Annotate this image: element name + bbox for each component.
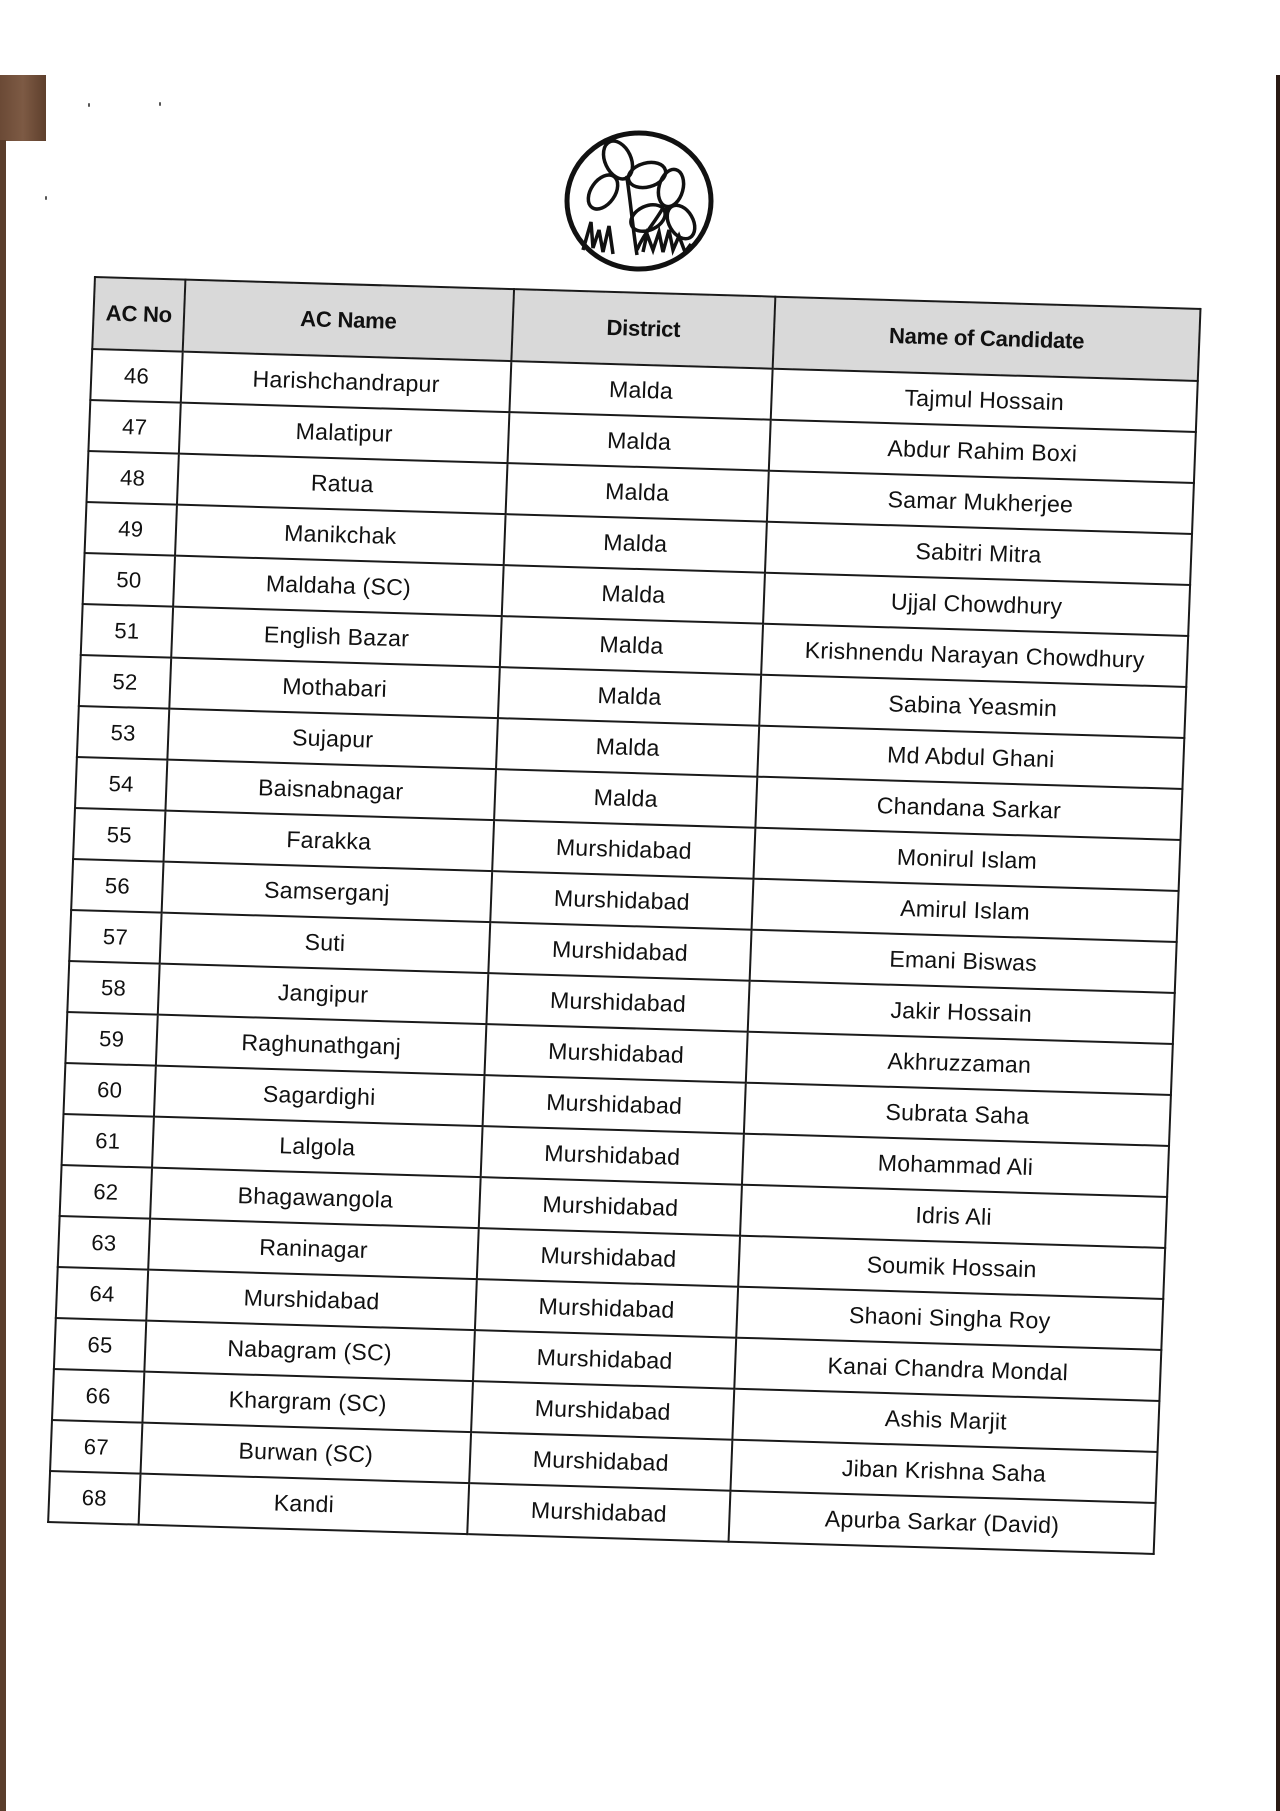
ac-name-cell: Suti xyxy=(160,913,491,973)
candidate-cell: Jakir Hossain xyxy=(748,981,1175,1044)
background-wood-surface xyxy=(0,75,46,141)
ac-name-cell: Lalgola xyxy=(152,1117,483,1177)
district-cell: Malda xyxy=(496,718,759,777)
candidate-list-table xyxy=(47,276,1201,1555)
ac-no-cell: 50 xyxy=(83,553,175,607)
ac-no-cell: 46 xyxy=(90,349,182,403)
ac-no-cell: 53 xyxy=(77,706,169,760)
ac-name-cell: Farakka xyxy=(164,811,495,871)
ac-no-cell: 57 xyxy=(69,910,161,964)
district-cell: Murshidabad xyxy=(471,1381,734,1440)
column-header-ac-no: AC No xyxy=(92,277,185,352)
district-cell: Murshidabad xyxy=(469,1432,732,1491)
paper-speck xyxy=(45,196,47,200)
ac-name-cell: Kandi xyxy=(139,1474,470,1534)
candidate-cell: Md Abdul Ghani xyxy=(757,726,1184,789)
ac-no-cell: 68 xyxy=(48,1471,140,1525)
district-cell: Malda xyxy=(500,616,763,675)
district-cell: Murshidabad xyxy=(490,871,753,930)
ac-name-cell: Burwan (SC) xyxy=(141,1423,472,1483)
district-cell: Murshidabad xyxy=(479,1177,742,1236)
candidate-cell: Monirul Islam xyxy=(753,828,1180,891)
ac-no-cell: 62 xyxy=(60,1165,152,1219)
candidate-cell: Abdur Rahim Boxi xyxy=(769,420,1196,483)
ac-name-cell: Malatipur xyxy=(179,403,510,463)
ac-no-cell: 47 xyxy=(88,400,180,454)
district-cell: Malda xyxy=(502,565,765,624)
candidate-cell: Idris Ali xyxy=(740,1185,1167,1248)
ac-no-cell: 52 xyxy=(79,655,171,709)
ac-no-cell: 58 xyxy=(67,961,159,1015)
ac-name-cell: Sagardighi xyxy=(154,1066,485,1126)
ac-no-cell: 64 xyxy=(56,1267,148,1321)
paper-speck xyxy=(159,102,161,106)
column-header-candidate-name: Name of Candidate xyxy=(773,297,1201,381)
candidate-cell: Samar Mukherjee xyxy=(767,471,1194,534)
ac-name-cell: Raghunathganj xyxy=(156,1015,487,1075)
background-wood-edge-right xyxy=(1276,75,1280,1811)
ac-name-cell: Nabagram (SC) xyxy=(144,1321,475,1381)
ac-no-cell: 55 xyxy=(73,808,165,862)
district-cell: Murshidabad xyxy=(467,1483,730,1542)
district-cell: Murshidabad xyxy=(484,1024,747,1083)
ac-name-cell: English Bazar xyxy=(171,607,502,667)
candidate-list-table-container xyxy=(47,276,1199,1555)
candidate-cell: Subrata Saha xyxy=(744,1083,1171,1146)
ac-name-cell: Harishchandrapur xyxy=(181,352,512,412)
ac-name-cell: Raninagar xyxy=(148,1219,479,1279)
district-cell: Malda xyxy=(498,667,761,726)
district-cell: Murshidabad xyxy=(492,820,755,879)
candidate-cell: Shaoni Singha Roy xyxy=(736,1287,1163,1350)
ac-no-cell: 48 xyxy=(87,451,179,505)
ac-no-cell: 49 xyxy=(85,502,177,556)
candidate-cell: Soumik Hossain xyxy=(738,1236,1165,1299)
district-cell: Malda xyxy=(494,769,757,828)
column-header-ac-name: AC Name xyxy=(183,280,514,361)
ac-name-cell: Baisnabnagar xyxy=(165,760,496,820)
district-cell: Murshidabad xyxy=(486,973,749,1032)
party-emblem-flowers-grass-icon xyxy=(563,130,715,272)
candidate-cell: Jiban Krishna Saha xyxy=(730,1440,1157,1503)
candidate-cell: Krishnendu Narayan Chowdhury xyxy=(761,624,1188,687)
ac-no-cell: 59 xyxy=(65,1012,157,1066)
district-cell: Murshidabad xyxy=(481,1126,744,1185)
ac-name-cell: Sujapur xyxy=(167,709,498,769)
ac-no-cell: 61 xyxy=(62,1114,154,1168)
candidate-cell: Mohammad Ali xyxy=(742,1134,1169,1197)
candidate-cell: Sabitri Mitra xyxy=(765,522,1192,585)
district-cell: Malda xyxy=(509,361,772,420)
candidate-cell: Ujjal Chowdhury xyxy=(763,573,1190,636)
district-cell: Malda xyxy=(506,463,769,522)
ac-name-cell: Murshidabad xyxy=(146,1270,477,1330)
ac-no-cell: 51 xyxy=(81,604,173,658)
district-cell: Malda xyxy=(504,514,767,573)
ac-name-cell: Samserganj xyxy=(162,862,493,922)
ac-no-cell: 63 xyxy=(58,1216,150,1270)
background-wood-edge-left xyxy=(0,140,6,1811)
ac-no-cell: 60 xyxy=(63,1063,155,1117)
district-cell: Murshidabad xyxy=(475,1279,738,1338)
ac-name-cell: Maldaha (SC) xyxy=(173,556,504,616)
paper-speck xyxy=(88,103,90,107)
district-cell: Malda xyxy=(508,412,771,471)
ac-name-cell: Khargram (SC) xyxy=(142,1372,473,1432)
ac-no-cell: 56 xyxy=(71,859,163,913)
candidate-cell: Amirul Islam xyxy=(752,879,1179,942)
candidate-cell: Chandana Sarkar xyxy=(755,777,1182,840)
district-cell: Murshidabad xyxy=(483,1075,746,1134)
candidate-cell: Ashis Marjit xyxy=(732,1389,1159,1452)
district-cell: Murshidabad xyxy=(473,1330,736,1389)
district-cell: Murshidabad xyxy=(488,922,751,981)
candidate-cell: Akhruzzaman xyxy=(746,1032,1173,1095)
column-header-district: District xyxy=(511,289,775,369)
district-cell: Murshidabad xyxy=(477,1228,740,1287)
ac-no-cell: 65 xyxy=(54,1318,146,1372)
ac-name-cell: Bhagawangola xyxy=(150,1168,481,1228)
candidate-cell: Sabina Yeasmin xyxy=(759,675,1186,738)
ac-no-cell: 54 xyxy=(75,757,167,811)
candidate-cell: Emani Biswas xyxy=(750,930,1177,993)
ac-name-cell: Ratua xyxy=(177,454,508,514)
candidate-cell: Tajmul Hossain xyxy=(771,369,1198,432)
candidate-cell: Apurba Sarkar (David) xyxy=(729,1491,1156,1554)
candidate-cell: Kanai Chandra Mondal xyxy=(734,1338,1161,1401)
ac-name-cell: Mothabari xyxy=(169,658,500,718)
ac-no-cell: 67 xyxy=(50,1420,142,1474)
ac-name-cell: Manikchak xyxy=(175,505,506,565)
ac-no-cell: 66 xyxy=(52,1369,144,1423)
ac-name-cell: Jangipur xyxy=(158,964,489,1024)
